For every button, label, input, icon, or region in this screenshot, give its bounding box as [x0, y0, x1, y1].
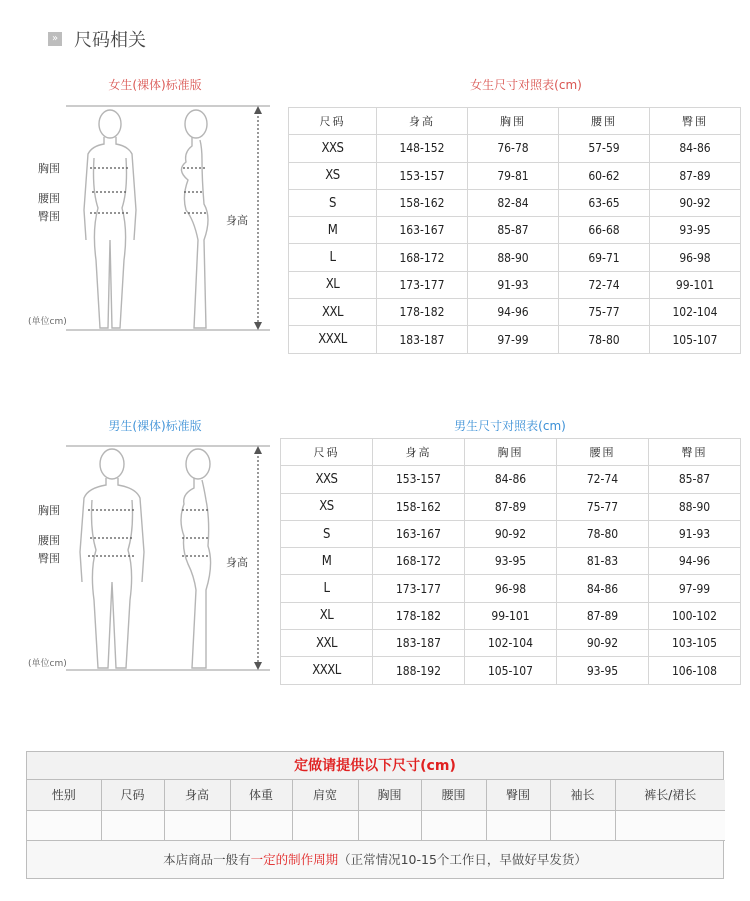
table-row [289, 326, 741, 353]
column-header: 胸围 [358, 780, 421, 810]
table-cell: L [289, 244, 377, 271]
table-header-row [289, 108, 741, 135]
table-cell: XS [281, 493, 373, 520]
table-cell: 103-105 [649, 630, 741, 657]
table-cell: XXS [281, 466, 373, 493]
table-cell: 188-192 [373, 657, 465, 684]
column-header: 性别 [27, 780, 101, 810]
table-cell: 105-107 [650, 326, 741, 353]
table-cell: 96-98 [465, 575, 557, 602]
table-cell: 102-104 [650, 299, 741, 326]
table-cell: 90-92 [650, 189, 741, 216]
table-cell: XXL [281, 630, 373, 657]
column-header: 尺码 [289, 108, 377, 135]
female-height-label: 身高 [226, 214, 248, 227]
table-cell: 97-99 [468, 326, 559, 353]
column-header: 腰围 [559, 108, 650, 135]
table-cell: 93-95 [465, 548, 557, 575]
table-cell: 75-77 [559, 299, 650, 326]
table-cell: 79-81 [468, 162, 559, 189]
table-cell: 106-108 [649, 657, 741, 684]
table-cell: 148-152 [377, 135, 468, 162]
table-row [289, 271, 741, 298]
notice-suffix: （正常情况10-15个工作日，早做好早发货） [338, 851, 587, 867]
table-cell: XXXL [289, 326, 377, 353]
shoulder-width-field[interactable] [292, 810, 358, 840]
hip-field[interactable] [486, 810, 550, 840]
column-header: 臀围 [486, 780, 550, 810]
chest-field[interactable] [358, 810, 421, 840]
table-cell: 57-59 [559, 135, 650, 162]
table-cell: 93-95 [557, 657, 649, 684]
male-body-figure [26, 440, 276, 680]
table-cell: XXS [289, 135, 377, 162]
table-cell: 102-104 [465, 630, 557, 657]
table-cell: 91-93 [649, 520, 741, 547]
table-row [281, 602, 741, 629]
column-header: 胸围 [468, 108, 559, 135]
table-header-row [281, 439, 741, 466]
weight-field[interactable] [230, 810, 292, 840]
male-table-title: 男生尺寸对照表(cm) [454, 419, 566, 433]
custom-entry-row [27, 810, 725, 840]
table-cell: 158-162 [373, 493, 465, 520]
production-notice [27, 841, 723, 878]
table-cell: 88-90 [468, 244, 559, 271]
table-cell: M [281, 548, 373, 575]
table-cell: S [289, 189, 377, 216]
table-cell: 183-187 [373, 630, 465, 657]
table-row [289, 189, 741, 216]
table-cell: 90-92 [465, 520, 557, 547]
waist-field[interactable] [421, 810, 486, 840]
table-row [289, 135, 741, 162]
column-header: 袖长 [550, 780, 615, 810]
table-cell: 87-89 [650, 162, 741, 189]
table-row [281, 520, 741, 547]
height-field[interactable] [164, 810, 230, 840]
male-waist-label: 腰围 [38, 534, 60, 547]
table-cell: 94-96 [649, 548, 741, 575]
table-cell: 178-182 [373, 602, 465, 629]
table-cell: 173-177 [377, 271, 468, 298]
table-cell: 72-74 [557, 466, 649, 493]
table-row [289, 217, 741, 244]
table-cell: 84-86 [557, 575, 649, 602]
table-cell: 75-77 [557, 493, 649, 520]
pants-skirt-length-field[interactable] [615, 810, 725, 840]
column-header: 腰围 [557, 439, 649, 466]
female-hip-label: 臀围 [38, 210, 60, 223]
column-header: 身高 [373, 439, 465, 466]
table-cell: M [289, 217, 377, 244]
table-cell: 96-98 [650, 244, 741, 271]
female-waist-label: 腰围 [38, 192, 60, 205]
table-cell: 87-89 [465, 493, 557, 520]
table-cell: S [281, 520, 373, 547]
custom-measurements-form [26, 751, 724, 879]
table-row [289, 244, 741, 271]
column-header: 臀围 [649, 439, 741, 466]
table-cell: 78-80 [557, 520, 649, 547]
table-cell: 69-71 [559, 244, 650, 271]
male-hip-label: 臀围 [38, 552, 60, 565]
table-cell: 82-84 [468, 189, 559, 216]
table-cell: 78-80 [559, 326, 650, 353]
custom-form-table [27, 780, 725, 841]
female-figure-title: 女生(裸体)标准版 [108, 78, 202, 92]
table-cell: 168-172 [373, 548, 465, 575]
table-cell: 72-74 [559, 271, 650, 298]
table-cell: 158-162 [377, 189, 468, 216]
column-header: 尺码 [101, 780, 164, 810]
table-row [289, 162, 741, 189]
table-cell: 94-96 [468, 299, 559, 326]
section-header [48, 26, 146, 52]
table-cell: 99-101 [465, 602, 557, 629]
table-row [281, 630, 741, 657]
table-cell: XXL [289, 299, 377, 326]
table-row [281, 493, 741, 520]
gender-field[interactable] [27, 810, 101, 840]
table-cell: 76-78 [468, 135, 559, 162]
table-cell: XL [281, 602, 373, 629]
table-row [281, 548, 741, 575]
female-body-figure [26, 100, 276, 340]
table-cell: L [281, 575, 373, 602]
table-row [281, 657, 741, 684]
table-cell: 163-167 [373, 520, 465, 547]
table-cell: 168-172 [377, 244, 468, 271]
table-cell: 63-65 [559, 189, 650, 216]
table-cell: 105-107 [465, 657, 557, 684]
column-header: 腰围 [421, 780, 486, 810]
column-header: 体重 [230, 780, 292, 810]
table-cell: 153-157 [373, 466, 465, 493]
table-cell: 66-68 [559, 217, 650, 244]
table-cell: 163-167 [377, 217, 468, 244]
table-cell: 93-95 [650, 217, 741, 244]
male-figure-title: 男生(裸体)标准版 [108, 419, 202, 433]
notice-highlight: 一定的制作周期 [250, 851, 339, 867]
table-cell: XL [289, 271, 377, 298]
male-size-table [280, 438, 741, 685]
table-row [289, 299, 741, 326]
table-cell: 81-83 [557, 548, 649, 575]
column-header: 肩宽 [292, 780, 358, 810]
table-cell: 84-86 [465, 466, 557, 493]
custom-form-title: 定做请提供以下尺寸(cm) [27, 752, 723, 780]
size-field[interactable] [101, 810, 164, 840]
table-cell: XXXL [281, 657, 373, 684]
table-cell: 173-177 [373, 575, 465, 602]
custom-header-row [27, 780, 725, 810]
column-header: 尺码 [281, 439, 373, 466]
table-cell: 84-86 [650, 135, 741, 162]
table-cell: 88-90 [649, 493, 741, 520]
female-unit-label: (单位cm) [28, 317, 67, 327]
column-header: 裤长/裙长 [615, 780, 725, 810]
double-chevron-right-icon: » [48, 32, 62, 46]
sleeve-length-field[interactable] [550, 810, 615, 840]
table-cell: 90-92 [557, 630, 649, 657]
table-cell: 87-89 [557, 602, 649, 629]
column-header: 身高 [377, 108, 468, 135]
column-header: 身高 [164, 780, 230, 810]
table-row [281, 575, 741, 602]
column-header: 胸围 [465, 439, 557, 466]
table-cell: 85-87 [649, 466, 741, 493]
male-unit-label: (单位cm) [28, 659, 67, 669]
male-height-label: 身高 [226, 556, 248, 569]
column-header: 臀围 [650, 108, 741, 135]
table-cell: 97-99 [649, 575, 741, 602]
female-size-table [288, 107, 741, 354]
table-cell: 99-101 [650, 271, 741, 298]
table-cell: 183-187 [377, 326, 468, 353]
table-row [281, 466, 741, 493]
table-cell: 85-87 [468, 217, 559, 244]
table-cell: XS [289, 162, 377, 189]
male-chest-label: 胸围 [38, 504, 60, 517]
table-cell: 91-93 [468, 271, 559, 298]
section-title: 尺码相关 [74, 30, 146, 51]
notice-prefix: 本店商品一般有 [163, 851, 251, 867]
female-table-title: 女生尺寸对照表(cm) [470, 78, 582, 92]
female-chest-label: 胸围 [38, 162, 60, 175]
table-cell: 153-157 [377, 162, 468, 189]
table-cell: 178-182 [377, 299, 468, 326]
table-cell: 60-62 [559, 162, 650, 189]
table-cell: 100-102 [649, 602, 741, 629]
